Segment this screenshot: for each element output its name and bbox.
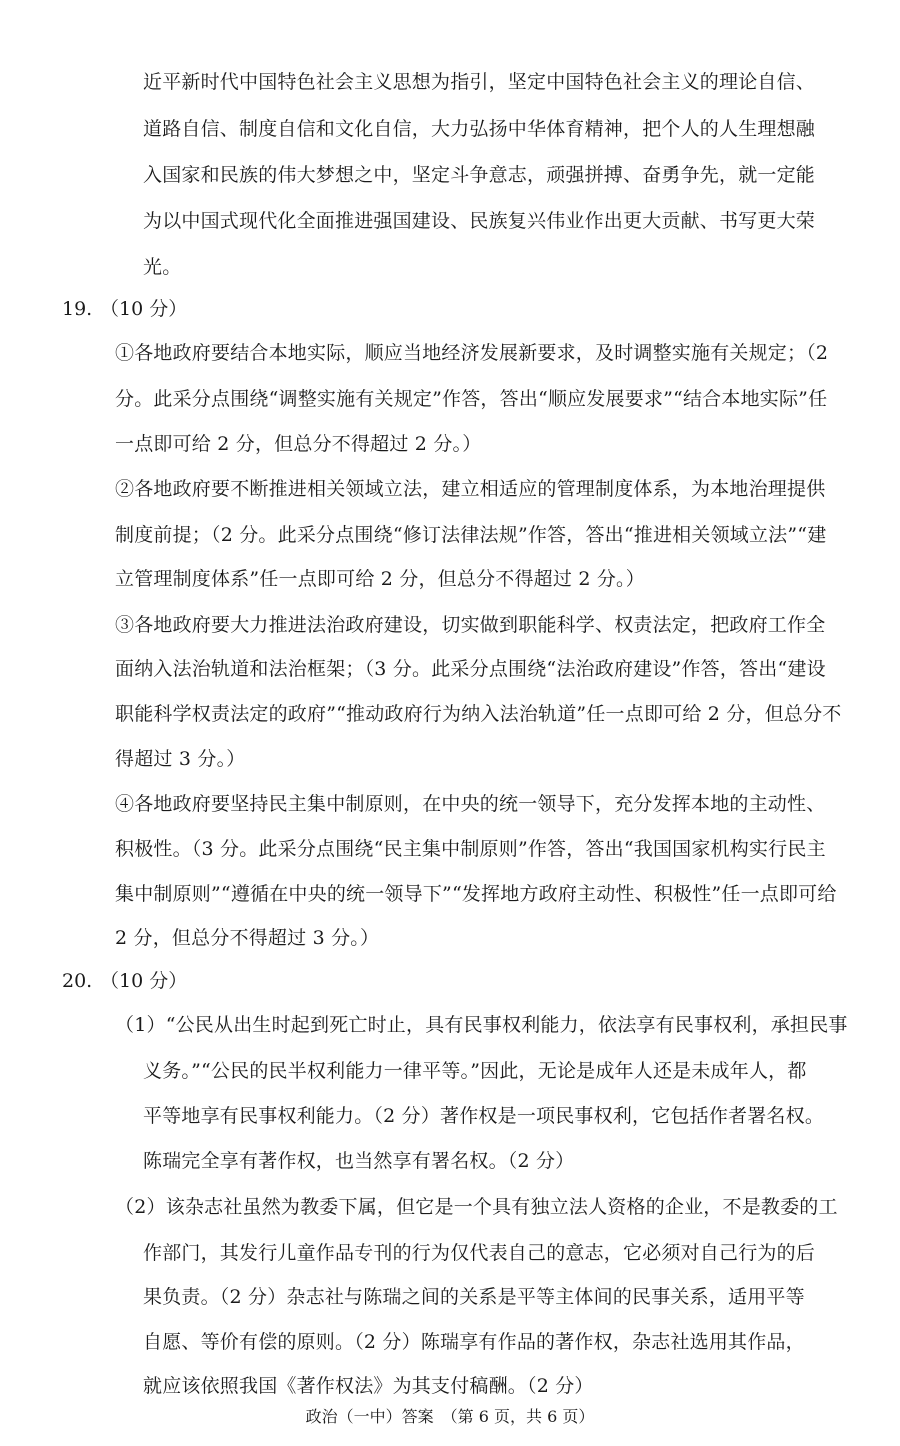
q20-line-6: 作部门，其发行儿童作品专刊的行为仅代表自己的意志，它必须对自己行为的后 [143, 1242, 816, 1264]
q20-line-3: 平等地享有民事权利能力。（2 分）著作权是一项民事权利，它包括作者署名权。 [143, 1105, 825, 1127]
q19-line-4: ②各地政府要不断推进相关领域立法，建立相适应的管理制度体系，为本地治理提供 [115, 478, 826, 500]
intro-line-1: 近平新时代中国特色社会主义思想为指引，坚定中国特色社会主义的理论自信、 [143, 71, 816, 93]
q19-line-6: 立管理制度体系”任一点即可给 2 分，但总分不得超过 2 分。） [115, 568, 645, 590]
q19-line-9: 职能科学权责法定的政府”“推动政府行为纳入法治轨道”任一点即可给 2 分，但总分不 [115, 703, 842, 725]
q19-line-12: 积极性。（3 分。此采分点围绕“民主集中制原则”作答，答出“我国国家机构实行民主 [115, 838, 826, 860]
q19-line-14: 2 分，但总分不得超过 3 分。） [115, 927, 380, 949]
q19-line-10: 得超过 3 分。） [115, 748, 246, 770]
intro-line-2: 道路自信、制度自信和文化自信，大力弘扬中华体育精神，把个人的人生理想融 [143, 118, 816, 140]
q19-number: 19. [62, 298, 93, 320]
q20-number: 20. [62, 970, 93, 992]
q19-line-13: 集中制原则”“遵循在中央的统一领导下”“发挥地方政府主动性、积极性”任一点即可给 [115, 883, 837, 905]
q19-line-7: ③各地政府要大力推进法治政府建设，切实做到职能科学、权责法定，把政府工作全 [115, 614, 826, 636]
intro-line-5: 光。 [143, 256, 182, 278]
q19-score: （10 分） [100, 298, 188, 320]
q20-score: （10 分） [100, 970, 188, 992]
q20-line-5: （2）该杂志社虽然为教委下属，但它是一个具有独立法人资格的企业，不是教委的工 [115, 1196, 838, 1218]
q20-line-1: （1）“公民从出生时起到死亡时止，具有民事权利能力，依法享有民事权利，承担民事 [115, 1014, 848, 1036]
q19-line-8: 面纳入法治轨道和法治框架；（3 分。此采分点围绕“法治政府建设”作答，答出“建设 [115, 658, 826, 680]
q19-line-11: ④各地政府要坚持民主集中制原则，在中央的统一领导下，充分发挥本地的主动性、 [115, 793, 826, 815]
q20-line-4: 陈瑞完全享有著作权，也当然享有署名权。（2 分） [143, 1150, 575, 1172]
q20-line-9: 就应该依照我国《著作权法》为其支付稿酬。（2 分） [143, 1375, 594, 1397]
intro-line-3: 入国家和民族的伟大梦想之中，坚定斗争意志，顽强拼搏、奋勇争先，就一定能 [143, 164, 816, 186]
q19-line-3: 一点即可给 2 分，但总分不得超过 2 分。） [115, 433, 482, 455]
q19-line-2: 分。此采分点围绕“调整实施有关规定”作答，答出“顺应发展要求”“结合本地实际”任 [115, 388, 828, 410]
intro-line-4: 为以中国式现代化全面推进强国建设、民族复兴伟业作出更大贡献、书写更大荣 [143, 210, 816, 232]
page-footer: 政治（一中）答案 （第 6 页，共 6 页） [305, 1407, 595, 1426]
q19-line-5: 制度前提；（2 分。此采分点围绕“修订法律法规”作答，答出“推进相关领域立法”“建 [115, 524, 827, 546]
q20-line-8: 自愿、等价有偿的原则。（2 分）陈瑞享有作品的著作权，杂志社选用其作品， [143, 1331, 805, 1353]
q19-line-1: ①各地政府要结合本地实际，顺应当地经济发展新要求，及时调整实施有关规定；（2 [115, 342, 829, 364]
q20-line-7: 果负责。（2 分）杂志社与陈瑞之间的关系是平等主体间的民事关系，适用平等 [143, 1286, 805, 1308]
q20-line-2: 义务。”“公民的民半权利能力一律平等。”因此，无论是成年人还是未成年人，都 [143, 1060, 807, 1082]
